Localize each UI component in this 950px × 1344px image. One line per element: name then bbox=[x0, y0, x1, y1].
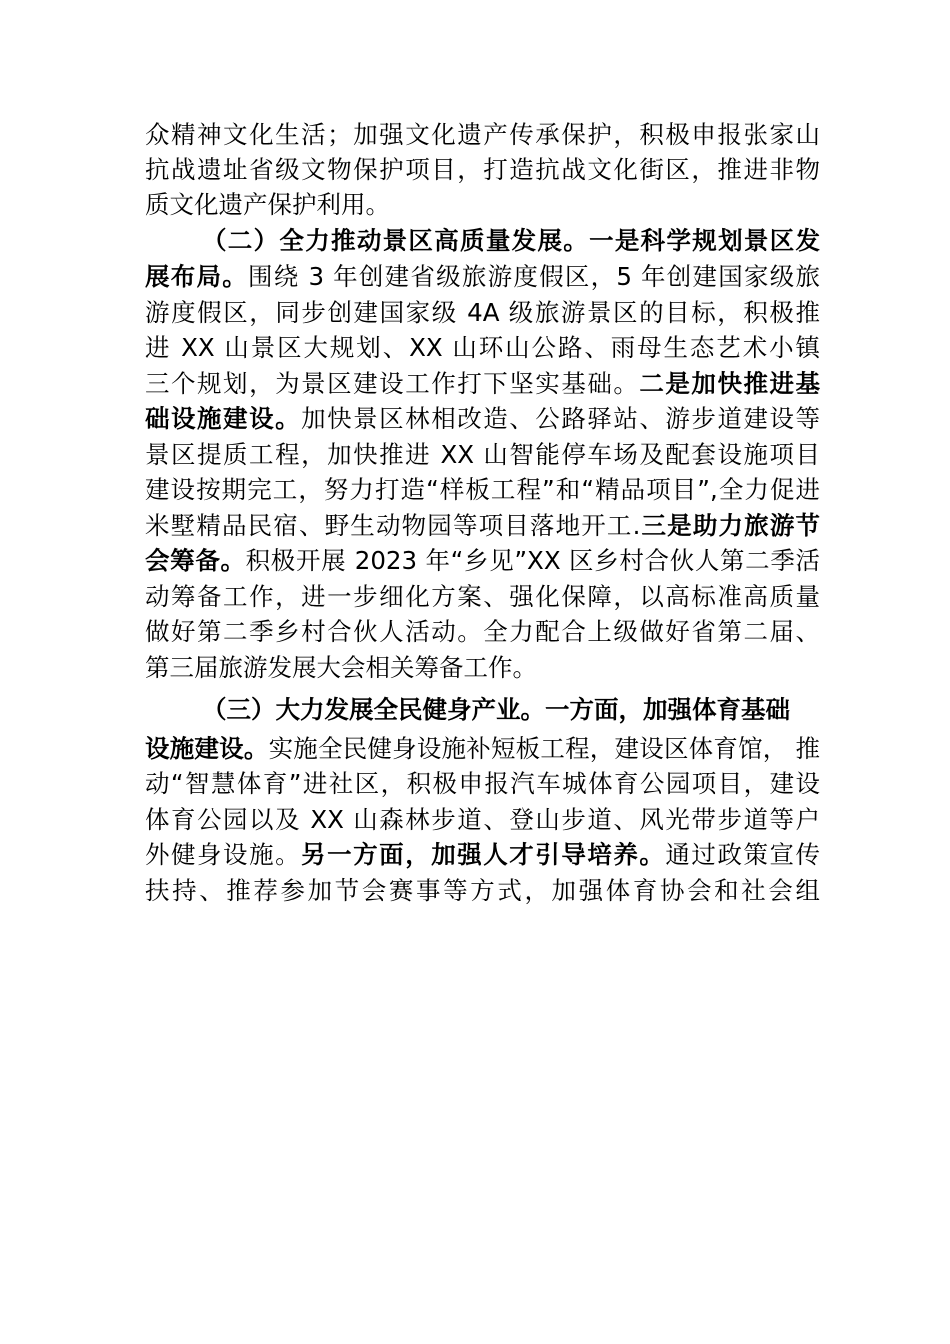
text-run: 动“智慧体育”进社区，积极申报汽车城体育公园项目，建设 bbox=[145, 769, 820, 798]
text-run: 围绕 3 年创建省级旅游度假区，5 年创建国家级旅 bbox=[248, 262, 820, 291]
text-run: 众精神文化生活；加强文化遗产传承保护，积极申报张家山 bbox=[145, 120, 820, 149]
text-run: （三）大力发展全民健身产业。一方面，加强体育基础 bbox=[202, 695, 790, 724]
text-run: 游度假区，同步创建国家级 4A 级旅游景区的目标，积极推 bbox=[145, 298, 820, 327]
text-run: 通过政策宣传 bbox=[665, 840, 821, 869]
text-run: 积极开展 2023 年“乡见”XX 区乡村合伙人第二季活 bbox=[245, 546, 820, 575]
paragraph-line bbox=[145, 579, 820, 615]
paragraph-line bbox=[145, 187, 390, 223]
section-heading-3 bbox=[202, 692, 820, 728]
paragraph-line bbox=[145, 330, 820, 366]
paragraph-line bbox=[145, 295, 820, 331]
section-heading-2 bbox=[202, 223, 820, 259]
text-run: 质文化遗产保护利用。 bbox=[145, 190, 390, 219]
bold-run: 设施建设。 bbox=[145, 734, 269, 763]
text-run: （二）全力推动景区高质量发展。一是科学规划景区发 bbox=[202, 226, 820, 255]
paragraph-line bbox=[145, 366, 820, 402]
paragraph-line bbox=[145, 117, 820, 153]
text-run: 进 XX 山景区大规划、XX 山环山公路、雨母生态艺术小镇 bbox=[145, 333, 820, 362]
text-run: 建设按期完工，努力打造“样板工程”和“精品项目”,全力促进 bbox=[145, 475, 820, 504]
text-run: 实施全民健身设施补短板工程，建设区体育馆， 推 bbox=[268, 734, 820, 763]
paragraph-line bbox=[145, 508, 820, 544]
text-run: 扶持、推荐参加节会赛事等方式，加强体育协会和社会组 bbox=[145, 876, 820, 905]
paragraph-line bbox=[145, 259, 820, 295]
text-run: 景区提质工程，加快推进 XX 山智能停车场及配套设施项目 bbox=[145, 440, 820, 469]
text-run: 三个规划，为景区建设工作打下坚实基础。 bbox=[145, 369, 640, 398]
paragraph-line bbox=[145, 543, 820, 579]
text-run: 抗战遗址省级文物保护项目，打造抗战文化街区，推进非物 bbox=[145, 155, 820, 184]
paragraph-line bbox=[145, 437, 820, 473]
paragraph-line bbox=[145, 837, 820, 873]
text-run: 体育公园以及 XX 山森林步道、登山步道、风光带步道等户 bbox=[145, 805, 820, 834]
paragraph-line bbox=[145, 152, 820, 188]
bold-run: 三是助力旅游节 bbox=[640, 511, 820, 540]
text-run: 第三届旅游发展大会相关筹备工作。 bbox=[145, 653, 537, 682]
paragraph-line bbox=[145, 873, 820, 909]
text-run: 动筹备工作，进一步细化方案、强化保障，以高标准高质量 bbox=[145, 582, 820, 611]
paragraph-line bbox=[145, 472, 820, 508]
bold-run: 础设施建设。 bbox=[145, 404, 302, 433]
text-run: 做好第二季乡村合伙人活动。全力配合上级做好省第二届、 bbox=[145, 617, 820, 646]
bold-run: 展布局。 bbox=[145, 262, 248, 291]
paragraph-line bbox=[145, 731, 820, 767]
text-run: 外健身设施。 bbox=[145, 840, 302, 869]
paragraph-line bbox=[145, 802, 820, 838]
paragraph-line bbox=[145, 614, 820, 650]
text-run: 米墅精品民宿、野生动物园等项目落地开工. bbox=[145, 511, 641, 540]
bold-run: 会筹备。 bbox=[145, 546, 246, 575]
text-run: 加快景区林相改造、公路驿站、游步道建设等 bbox=[301, 404, 821, 433]
paragraph-line bbox=[145, 766, 820, 802]
bold-run: 另一方面，加强人才引导培养。 bbox=[301, 840, 666, 869]
paragraph-line bbox=[145, 650, 537, 686]
bold-run: 二是加快推进基 bbox=[639, 369, 821, 398]
paragraph-line bbox=[145, 401, 820, 437]
